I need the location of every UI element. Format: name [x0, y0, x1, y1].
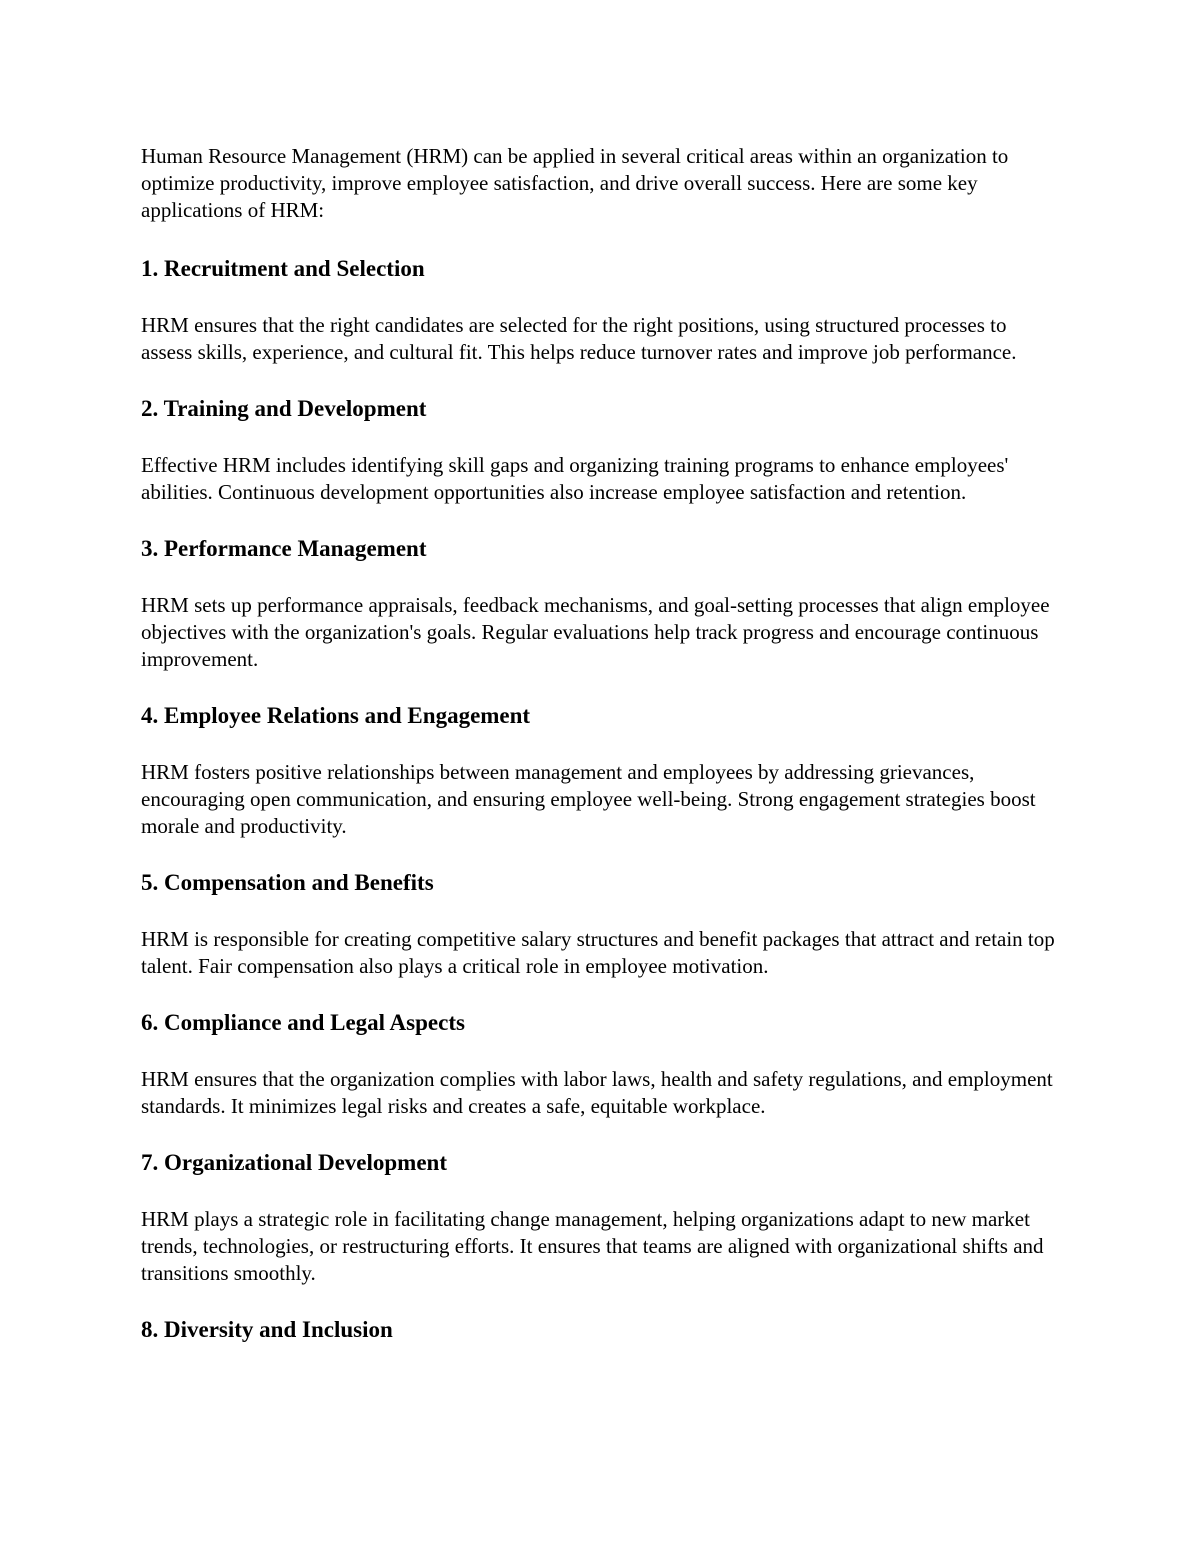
section-body-compliance: HRM ensures that the organization complies with labor laws, health and safety regulations, and employment standards. It minimizes legal risks and creates a safe, equitable workplace. — [141, 1067, 1053, 1118]
section-body-performance: HRM sets up performance appraisals, feedback mechanisms, and goal-setting processes that align employee objectives with the organization's goals. Regular evaluations help track progress and encourage continuous improvement. — [141, 593, 1050, 671]
section-body-compensation: HRM is responsible for creating competitive salary structures and benefit packages that attract and retain top talent. Fair compensation also plays a critical role in employee motivation. — [141, 927, 1055, 978]
document-content — [141, 143, 1061, 1373]
section-heading-training: 2. Training and Development — [141, 396, 427, 421]
section-heading-organizational-development: 7. Organizational Development — [141, 1150, 447, 1175]
intro-paragraph: Human Resource Management (HRM) can be applied in several critical areas within an organization to optimize productivity, improve employee satisfaction, and drive overall success. Here are some key applications of HRM: — [141, 144, 1009, 222]
section-body-training: Effective HRM includes identifying skill gaps and organizing training programs to enhance employees' abilities. Continuous development opportunities also increase employee satisfaction and retention. — [141, 453, 1009, 504]
section-heading-recruitment: 1. Recruitment and Selection — [141, 256, 425, 281]
section-body-recruitment: HRM ensures that the right candidates are selected for the right positions, using structured processes to assess skills, experience, and cultural fit. This helps reduce turnover rates and improve job performance. — [141, 313, 1017, 364]
section-body-organizational-development: HRM plays a strategic role in facilitating change management, helping organizations adapt to new market trends, technologies, or restructuring efforts. It ensures that teams are aligned with organizational shifts and transitions smoothly. — [141, 1207, 1044, 1285]
section-heading-compensation: 5. Compensation and Benefits — [141, 870, 434, 895]
section-heading-employee-relations: 4. Employee Relations and Engagement — [141, 703, 531, 728]
section-heading-compliance: 6. Compliance and Legal Aspects — [141, 1010, 465, 1035]
section-body-employee-relations: HRM fosters positive relationships between management and employees by addressing grievances, encouraging open communication, and ensuring employee well-being. Strong engagement strategies boost morale and productivity. — [141, 760, 1036, 838]
section-heading-performance: 3. Performance Management — [141, 536, 427, 561]
section-heading-diversity: 8. Diversity and Inclusion — [141, 1317, 393, 1342]
